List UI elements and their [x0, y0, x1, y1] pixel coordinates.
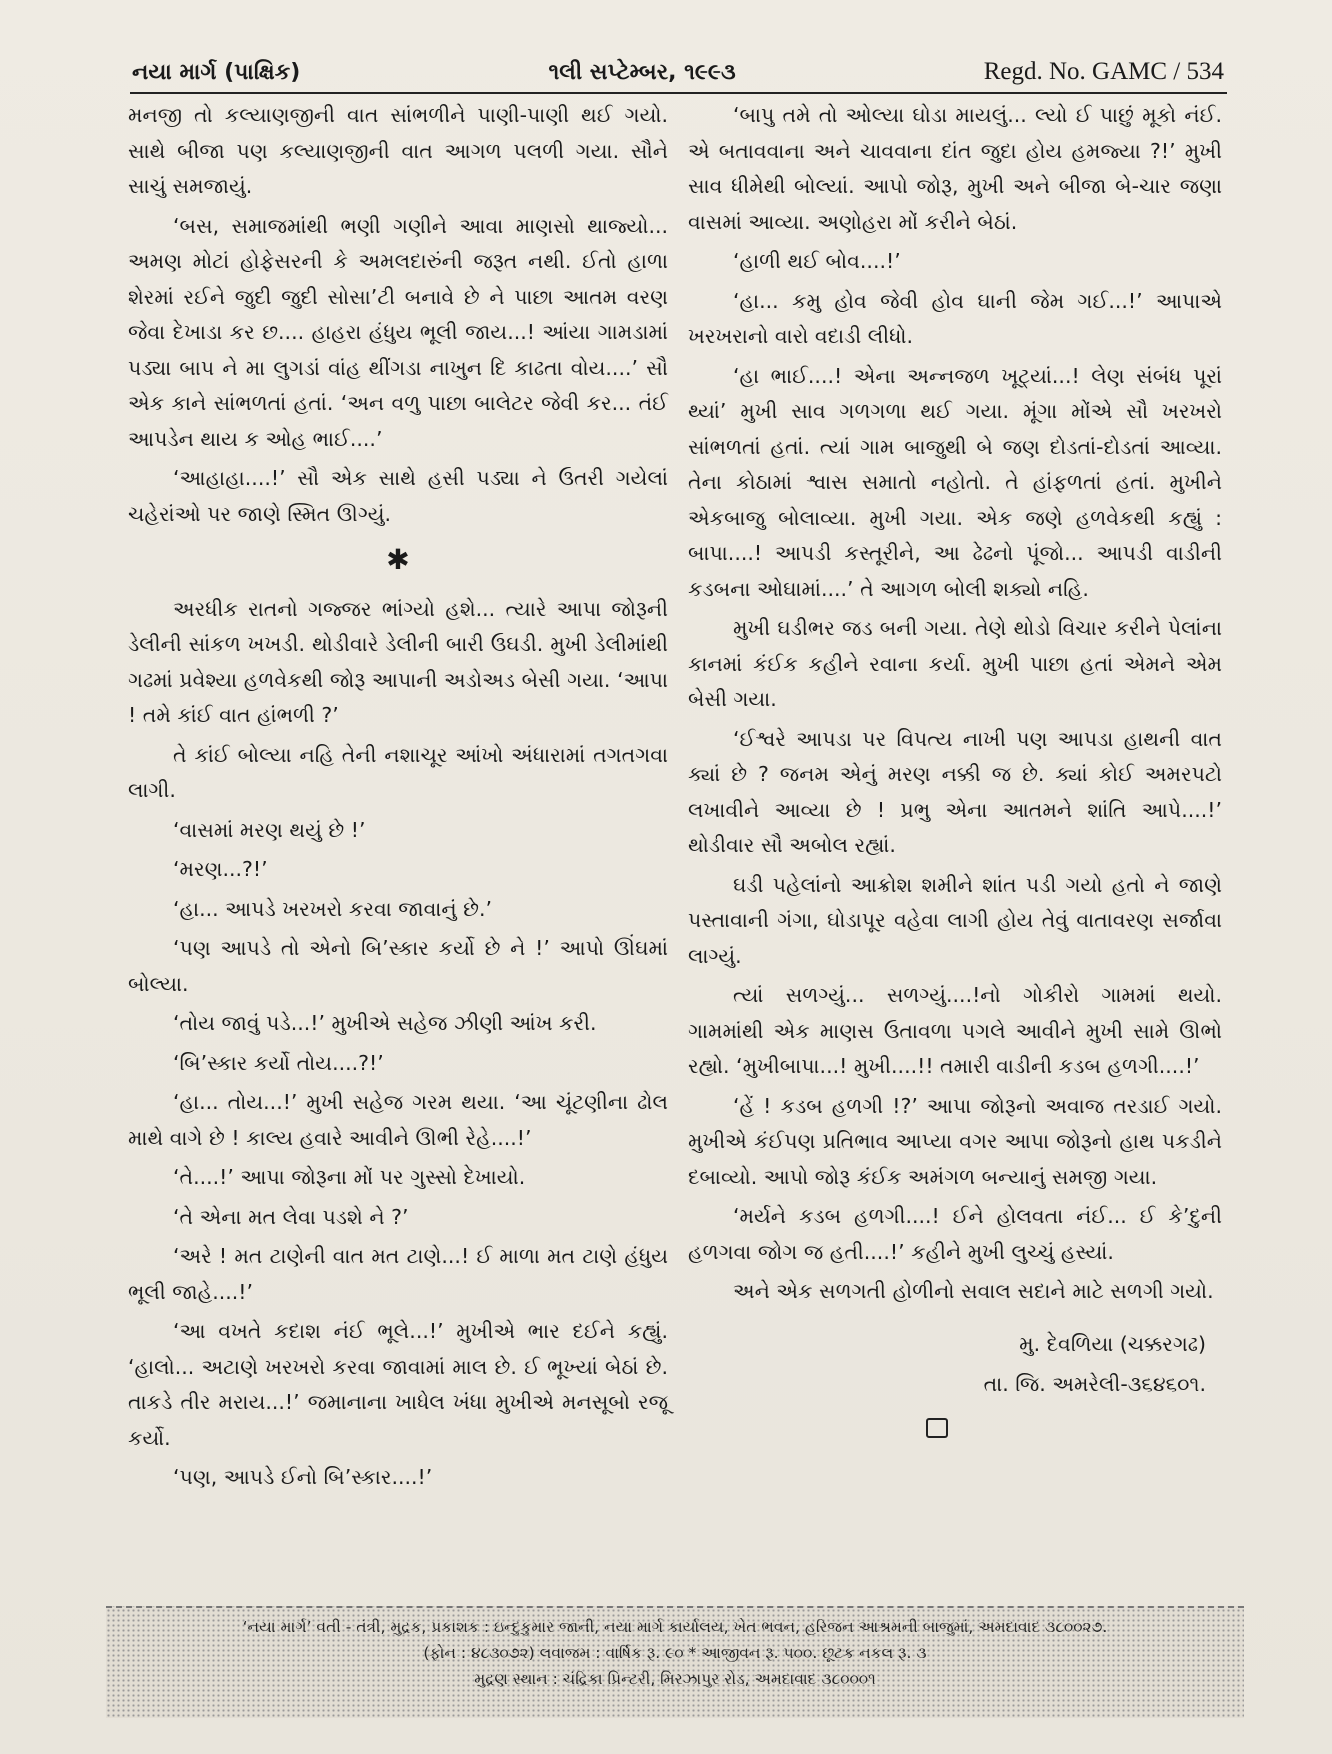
paragraph: ‘મર્યને કડબ હળગી....! ઈને હોલવતા નંઈ... ઈ કે’દુની હળગવા જોગ જ હતી....!’ કહીને મુખી લુચ્ચું હસ્યાં.	[688, 1204, 1222, 1264]
paragraph: ‘હા ભાઈ....! એના અન્નજળ ખૂટ્યાં...! લેણ સંબંધ પૂરાં થ્યાં’ મુખી સાવ ગળગળા થઈ ગયા. મૂંગા મોંએ સૌ ખરખરો સાંભળતાં હતાં. ત્યાં ગામ બાજુથી બે જણ દોડતાં-દોડતાં આવ્યા. તેના કોઠામાં શ્વાસ સમાતો નહોતો. તે હાંફળતાં હતાં. મુખીને એકબાજુ બોલાવ્યા. મુખી ગયા. એક જણે હળવેકથી કહ્યું : બાપા....! આપડી કસ્તૂરીને, આ ઢેઢનો પૂંજો... આપડી વાડીની કડબના ઓઘામાં....’ તે આગળ બોલી શક્યો નહિ.	[688, 363, 1222, 601]
signature-block	[688, 1324, 1206, 1404]
end-mark-icon	[926, 1418, 948, 1438]
paragraph: ‘હા... આપડે ખરખરો કરવા જાવાનું છે.’	[173, 896, 493, 921]
paragraph: ‘હાળી થઈ બોવ....!’	[733, 249, 901, 273]
right-column-body	[688, 98, 1222, 1310]
paragraph: ‘પણ આપડે તો એનો બિ’સ્કાર કર્યો છે ને !’ આપો ઊંઘમાં બોલ્યા.	[128, 936, 668, 996]
author-address: તા. જિ. અમરેલી-૩૬૪૬૦૧.	[983, 1371, 1206, 1396]
imprint-line-1: ‘નયા માર્ગ’ વતી - તંત્રી, મુદ્રક, પ્રકાશક : ઇન્દુકુમાર જાની, નયા માર્ગ કાર્યાલય, ખેત ભવન, હરિજન આશ્રમની બાજુમાં, અમદાવાદ ૩૮૦૦૨૭.	[242, 1618, 1108, 1636]
paragraph: ‘તોય જાવું પડે...!’ મુખીએ સહેજ ઝીણી આંખ કરી.	[173, 1011, 597, 1035]
paragraph: ‘આહાહા....!’ સૌ એક સાથે હસી પડ્યા ને ઉતરી ગયેલાં ચહેરાંઓ પર જાણે સ્મિત ઊગ્યું.	[128, 466, 668, 526]
paragraph: ‘હા... કમુ હોવ જેવી હોવ ઘાની જેમ ગઈ...!’ આપાએ ખરખરાનો વારો વદાડી લીધો.	[688, 288, 1222, 348]
paragraph: મનજી તો કલ્યાણજીની વાત સાંભળીને પાણી-પાણી થઈ ગયો. સાથે બીજા પણ કલ્યાણજીની વાત આગળ પલળી ગયા. સૌને સાચું સમજાયું.	[128, 103, 668, 198]
paragraph: અરધીક રાતનો ગજ્જર ભાંગ્યો હશે... ત્યારે આપા જોરૂની ડેલીની સાંકળ ખખડી. થોડીવારે ડેલીની બારી ઉઘડી. મુખી ડેલીમાંથી ગઢમાં પ્રવેશ્યા હળવેકથી જોરૂ આપાની અડોઅડ બેસી ગયા. ‘આપા ! તમે કાંઈ વાત હાંભળી ?’	[128, 596, 668, 727]
paragraph: ‘તે એના મત લેવા પડશે ને ?’	[173, 1204, 409, 1229]
left-column	[128, 98, 668, 1500]
paragraph: ‘અરે ! મત ટાણેની વાત મત ટાણે...! ઈ માળા મત ટાણે હંધુય ભૂલી જાહે....!’	[128, 1244, 668, 1304]
paragraph: ‘આ વખતે કદાશ નંઈ ભૂલે...!’ મુખીએ ભાર દઈને કહ્યું. ‘હાલો... અટાણે ખરખરો કરવા જાવામાં માલ છે. ઈ ભૂખ્યાં બેઠાં છે. તાકડે તીર મરાય...!’ જમાનાના ખાધેલ ખંધા મુખીએ મનસૂબો રજૂ કર્યો.	[128, 1319, 668, 1450]
section-separator-icon: ✱	[386, 543, 410, 576]
paragraph: ‘વાસમાં મરણ થયું છે !’	[173, 817, 366, 842]
issue-date: ૧લી સપ્ટેમ્બર, ૧૯૯૩	[548, 59, 736, 85]
header-rule	[130, 92, 1227, 94]
paragraph: ‘પણ, આપડે ઈનો બિ’સ્કાર....!’	[173, 1465, 433, 1489]
paragraph: ‘બસ, સમાજમાંથી ભણી ગણીને આવા માણસો થાજ્યો... અમણ મોટાં હોફેસરની કે અમલદારુંની જરૂત નથી. ઈતો હાળા શેરમાં રઈને જુદી જુદી સોસા’ટી બનાવે છે ને પાછા આતમ વરણ જેવા દેખાડા કર છ.... હાહરા હંધુય ભૂલી જાય...! આંયા ગામડામાં પડ્યા બાપ ને મા લુગડાં વાંહ થીંગડા નાખુન દિ કાઢતા વોય....’ સૌ એક કાને સાંભળતાં હતાં. ‘અન વળુ પાછા બાલેટર જેવી કર... તંઈ આપડેન થાય ક ઓહ ભાઈ....’	[128, 213, 668, 451]
imprint-line-2: (ફોન : ૪૮૩૦૭૨) લવાજમ : વાર્ષિક રૂ. ૯૦ * આજીવન રૂ. ૫૦૦. છૂટક નકલ રૂ. ૩	[423, 1644, 927, 1662]
paragraph: મુખી ઘડીભર જડ બની ગયા. તેણે થોડો વિચાર કરીને પેલાંના કાનમાં કંઈક કહીને રવાના કર્યા. મુખી પાછા હતાં એમને એમ બેસી ગયા.	[688, 616, 1222, 711]
page-header	[132, 52, 1224, 92]
paragraph: ‘તે....!’ આપા જોરૂના મોં પર ગુસ્સો દેખાયો.	[173, 1165, 526, 1189]
imprint-line-3: મુદ્રણ સ્થાન : ચંદ્રિકા પ્રિન્ટરી, મિરઝાપુર રોડ, અમદાવાદ ૩૮૦૦૦૧	[474, 1670, 876, 1688]
paragraph: ‘હેં ! કડબ હળગી !?’ આપા જોરૂનો અવાજ તરડાઈ ગયો. મુખીએ કંઈપણ પ્રતિભાવ આપ્યા વગર આપા જોરૂનો હાથ પકડીને દબાવ્યો. આપો જોરૂ કંઈક અમંગળ બન્યાનું સમજી ગયા.	[688, 1093, 1222, 1189]
paragraph: અને એક સળગતી હોળીનો સવાલ સદાને માટે સળગી ગયો.	[733, 1279, 1214, 1303]
paragraph: ‘મરણ...?!’	[173, 857, 268, 881]
paragraph: ‘હા... તોય...!’ મુખી સહેજ ગરમ થયા. ‘આ ચૂંટણીના ઢોલ માથે વાગે છે ! કાલ્ય હવારે આવીને ઊભી રેહે....!’	[128, 1090, 668, 1150]
paragraph: ‘ઈશ્વરે આપડા પર વિપત્ય નાખી પણ આપડા હાથની વાત ક્યાં છે ? જનમ એનું મરણ નક્કી જ છે. ક્યાં કોઈ અમરપટો લખાવીને આવ્યા છે ! પ્રભુ એના આતમને શાંતિ આપે....!’ થોડીવાર સૌ અબોલ રહ્યાં.	[688, 726, 1222, 857]
paragraph: ‘બાપુ તમે તો ઓલ્યા ઘોડા માયલું... લ્યો ઈ પાછું મૂકો નંઈ. એ બતાવવાના અને ચાવવાના દાંત જુદા હોય હમજ્યા ?!’ મુખી સાવ ધીમેથી બોલ્યાં. આપો જોરૂ, મુખી અને બીજા બે-ચાર જણા વાસમાં આવ્યા. અણોહરા મોં કરીને બેઠાં.	[688, 103, 1222, 234]
author-name: મુ. દેવળિયા (ચક્કરગઢ)	[1019, 1331, 1206, 1356]
paragraph: તે કાંઈ બોલ્યા નહિ તેની નશાચૂર આંખો અંધારામાં તગતગવા લાગી.	[128, 742, 668, 802]
registration-number: Regd. No. GAMC / 534	[983, 58, 1224, 85]
paragraph: ત્યાં સળગ્યું... સળગ્યું....!નો ગોકીરો ગામમાં થયો. ગામમાંથી એક માણસ ઉતાવળા પગલે આવીને મુખી સામે ઊભો રહ્યો. ‘મુખીબાપા...! મુખી....!! તમારી વાડીની કડબ હળગી....!’	[688, 983, 1222, 1078]
paragraph: ‘બિ’સ્કાર કર્યો તોય....?!’	[173, 1050, 384, 1075]
publication-title: નયા માર્ગ (પાક્ષિક)	[132, 59, 301, 85]
paragraph: ઘડી પહેલાંનો આક્રોશ શમીને શાંત પડી ગયો હતો ને જાણે પસ્તાવાની ગંગા, ઘોડાપૂર વહેવા લાગી હોય તેવું વાતાવરણ સર્જાવા લાગ્યું.	[688, 872, 1222, 968]
imprint-footer	[106, 1606, 1244, 1718]
right-column	[688, 98, 1222, 1438]
